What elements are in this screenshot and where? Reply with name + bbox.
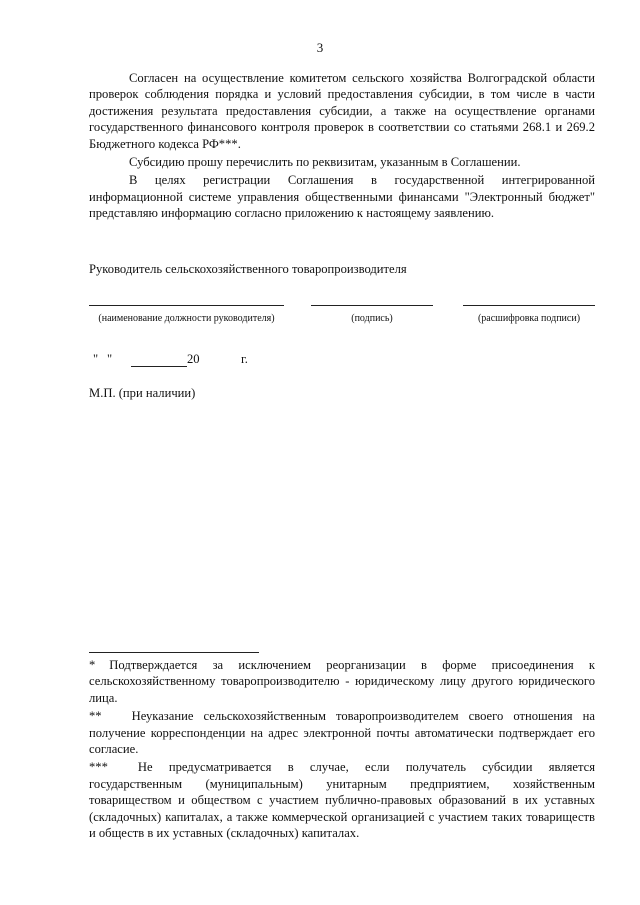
footnote-2 bbox=[89, 708, 595, 757]
position-line bbox=[89, 305, 284, 306]
footnote-3 bbox=[89, 759, 595, 841]
consent-body bbox=[89, 70, 595, 222]
registration-paragraph: В целях регистрации Соглашения в государственной интегрированной информационной системе управления общественными финансами "Электронный бюджет" представляю информацию согласно приложению к настоящему заявлению. bbox=[89, 173, 595, 221]
footnote-1-text: Подтверждается за исключением реорганизации в форме присоединения к сельскохозяйственному товаропроизводителю - юридическому лицу другого юридического лица. bbox=[89, 658, 595, 705]
signature-caption: (подпись) bbox=[351, 313, 393, 324]
position-caption: (наименование должности руководителя) bbox=[98, 313, 275, 324]
date-row bbox=[89, 352, 289, 370]
page-number: 3 bbox=[316, 40, 324, 55]
decoding-line bbox=[463, 305, 595, 306]
signature-line bbox=[311, 305, 433, 306]
footnote-1 bbox=[89, 657, 595, 706]
date-open-quote: " bbox=[93, 352, 99, 366]
date-year-suffix: г. bbox=[241, 352, 248, 366]
footnote-3-mark: *** bbox=[89, 760, 108, 775]
date-close-quote: " bbox=[107, 352, 113, 366]
footnote-2-text: Неуказание сельскохозяйственным товаропроизводителем своего отношения на получение корреспонденции на адрес электронной почты автоматически подтверждает его согласие. bbox=[89, 709, 595, 757]
head-label: Руководитель сельскохозяйственного товаропроизводителя bbox=[89, 262, 407, 276]
footnote-2-mark: ** bbox=[89, 709, 102, 724]
consent-paragraph: Согласен на осуществление комитетом сельского хозяйства Волгоградской области проверок соблюдения порядка и условий предоставления субсидии, в том числе в части достижения результата предоставления субсидии, а также на осуществление органами государственного финансового контроля проверок в соответствии со статьями 268.1 и 269.2 Бюджетного кодекса РФ***. bbox=[89, 71, 595, 151]
decoding-caption: (расшифровка подписи) bbox=[477, 313, 581, 324]
footnote-rule bbox=[89, 652, 259, 653]
footnote-1-mark: * bbox=[89, 658, 96, 672]
footnotes bbox=[89, 657, 595, 843]
month-blank-line bbox=[131, 366, 187, 367]
footnote-3-text: Не предусматривается в случае, если получатель субсидии является государственным (муниципальным) унитарным предприятием, хозяйственным товариществом и обществом с участием публично-правовых образований в их уставных (складочных) капиталах, а также коммерческой организацией с участием таких товариществ и обществ в их уставных (складочных) капиталах. bbox=[89, 760, 595, 841]
stamp-label: М.П. (при наличии) bbox=[89, 386, 196, 400]
transfer-paragraph: Субсидию прошу перечислить по реквизитам, указанным в Соглашении. bbox=[129, 155, 521, 170]
date-year-prefix: 20 bbox=[187, 352, 200, 366]
